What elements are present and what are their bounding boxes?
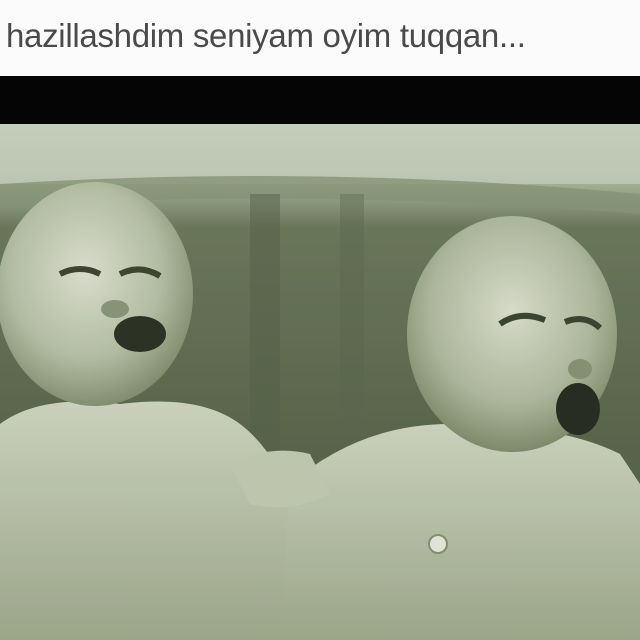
two-crying-babies-photo: [0, 124, 640, 640]
caption-text: hazillashdim seniyam oyim tuqqan...: [6, 17, 526, 54]
black-separator-band: [0, 76, 640, 124]
photo-illustration: [0, 124, 640, 640]
caption-bar: [0, 0, 640, 76]
